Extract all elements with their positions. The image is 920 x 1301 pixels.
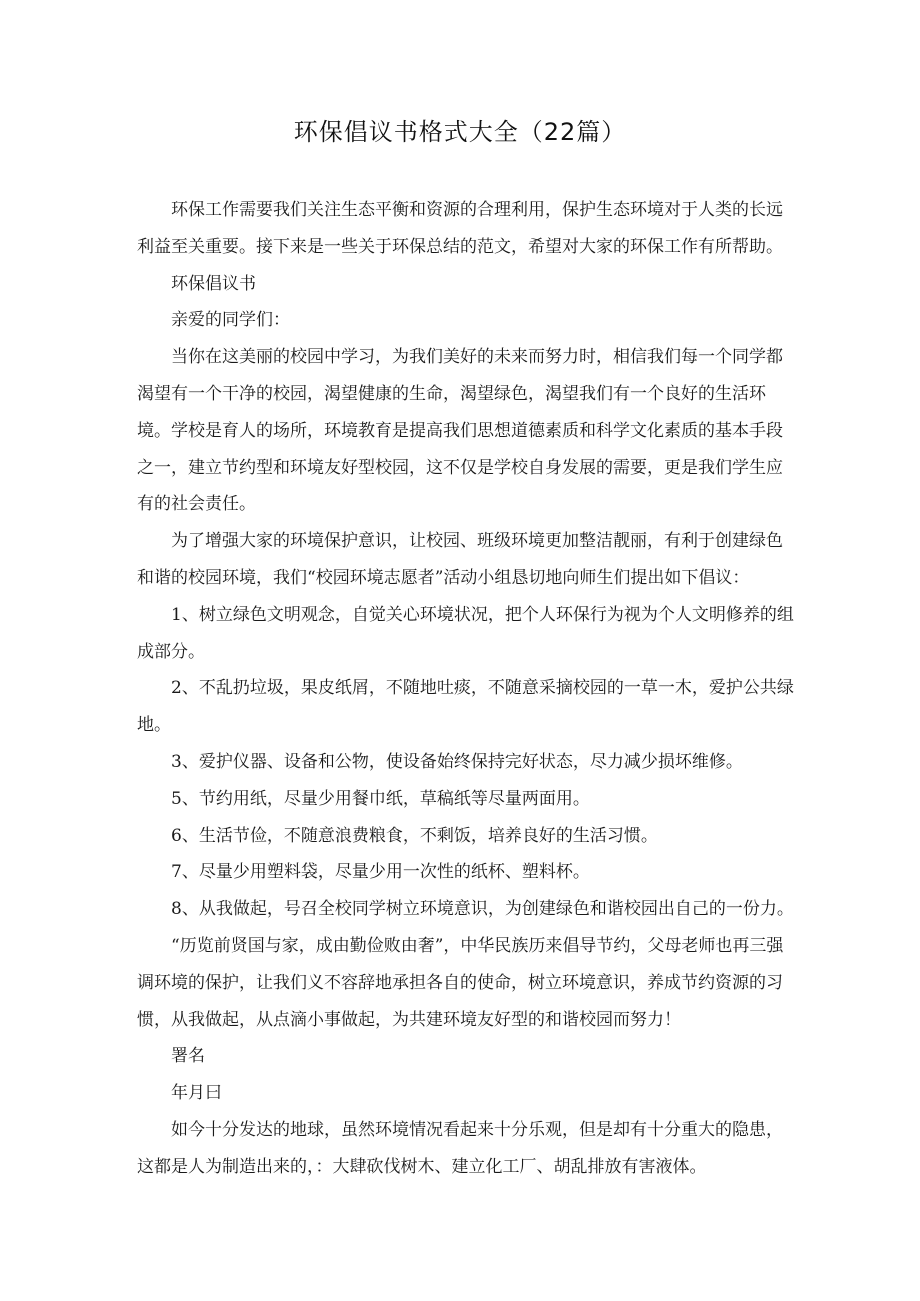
body-paragraph: 为了增强大家的环境保护意识，让校园、班级环境更加整洁靓丽，有利于创建绿色和谐的校园环境，我们“校园环境志愿者”活动小组恳切地向师生们提出如下倡议： [137, 531, 783, 588]
list-item: 5、节约用纸，尽量少用餐巾纸，草稿纸等尽量两面用。 [171, 788, 590, 809]
list-item: 1、树立绿色文明观念，自觉关心环境状况，把个人环保行为视为个人文明修养的组成部分。 [137, 604, 794, 662]
body-paragraph: 如今十分发达的地球，虽然环境情况看起来十分乐观，但是却有十分重大的隐患，这都是人为制造出来的，：大肆砍伐树木、建立化工厂、胡乱排放有害液体。 [137, 1119, 783, 1177]
list-item: 3、爱护仪器、设备和公物，使设备始终保持完好状态，尽力减少损坏维修。 [171, 751, 743, 772]
body-paragraph: 当你在这美丽的校园中学习，为我们美好的未来而努力时，相信我们每一个同学都渴望有一个干净的校园，渴望健康的生命，渴望绿色，渴望我们有一个良好的生活环境。学校是育人的场所，环境教育是提高我们思想道德素质和科学文化素质的基本手段之一，建立节约型和环境友好型校园，这不仅是学校自身发展的需要，更是我们学生应有的社会责任。 [137, 347, 783, 515]
body-paragraph: “历览前贤国与家，成由勤俭败由奢”，中华民族历来倡导节约，父母老师也再三强调环境的保护，让我们义不容辞地承担各自的使命，树立环境意识，养成节约资源的习惯，从我做起，从点滴小事做起，为共建环境友好型的和谐校园而努力！ [137, 935, 784, 1030]
list-item: 2、不乱扔垃圾，果皮纸屑，不随地吐痰，不随意采摘校园的一草一木，爱护公共绿地。 [137, 678, 794, 736]
salutation: 亲爱的同学们： [171, 310, 290, 331]
document-body [137, 192, 797, 1186]
list-item: 6、生活节俭，不随意浪费粮食，不剩饭，培养良好的生活习惯。 [171, 825, 658, 846]
signature: 署名 [171, 1046, 205, 1067]
document-title: 环保倡议书格式大全（22篇） [293, 118, 627, 146]
section-heading: 环保倡议书 [171, 273, 256, 294]
date-line: 年月曰 [171, 1083, 222, 1104]
intro-paragraph: 环保工作需要我们关注生态平衡和资源的合理利用，保护生态环境对于人类的长远利益至关重要。接下来是一些关于环保总结的范文，希望对大家的环保工作有所帮助。 [137, 200, 783, 257]
list-item: 7、尽量少用塑料袋，尽量少用一次性的纸杯、塑料杯。 [171, 862, 590, 883]
list-item: 8、从我做起，号召全校同学树立环境意识，为创建绿色和谐校园出自己的一份力。 [171, 899, 794, 920]
